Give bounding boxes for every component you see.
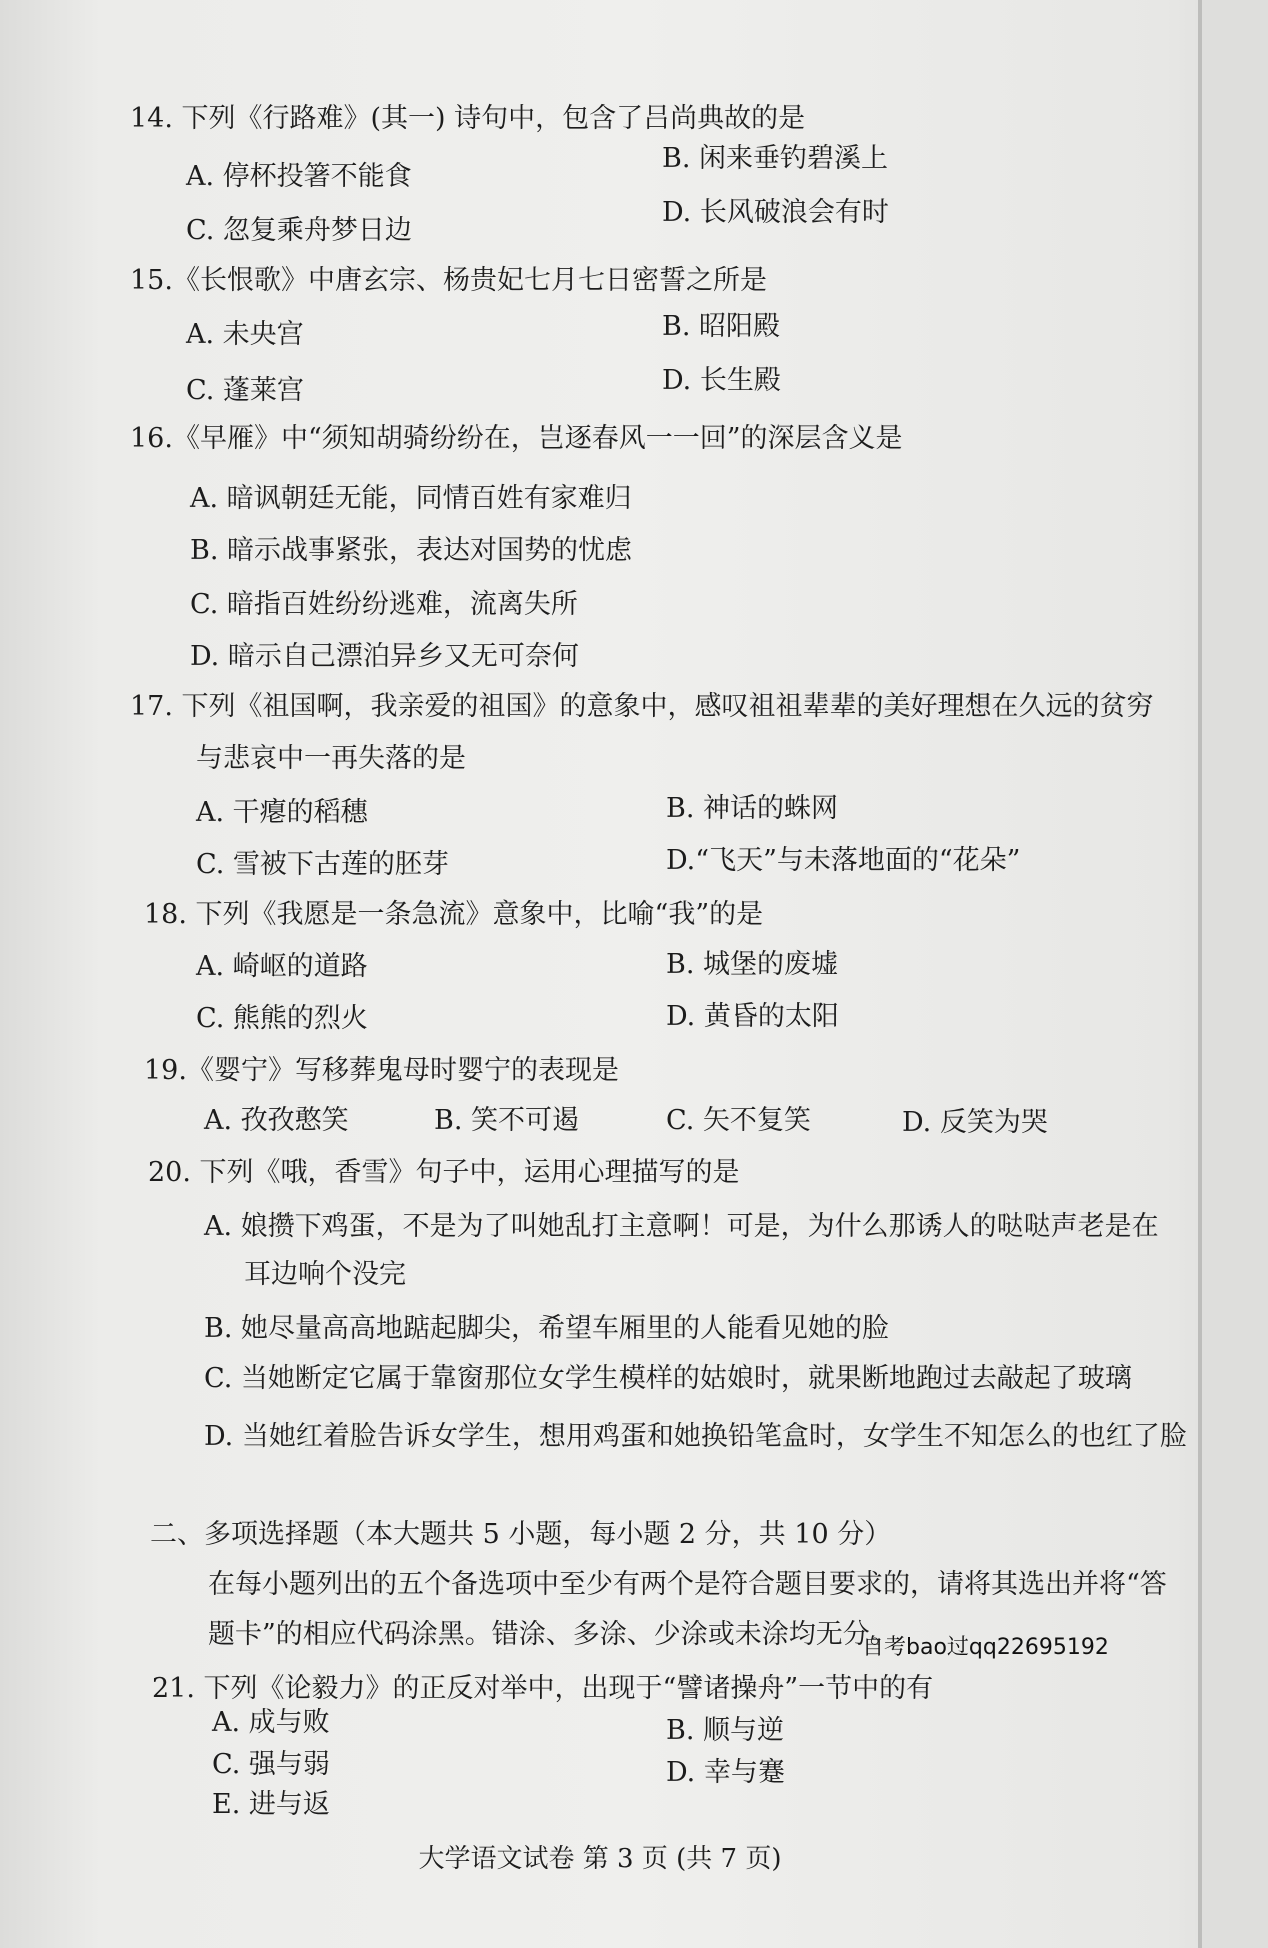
q19-option-c: C. 矢不复笑: [666, 1105, 811, 1136]
q17-option-b: B. 神话的蛛网: [666, 793, 839, 824]
question-14-stem: 14. 下列《行路难》(其一) 诗句中，包含了吕尚典故的是: [130, 103, 806, 134]
q21-option-d: D. 幸与蹇: [666, 1757, 785, 1788]
q18-option-d: D. 黄昏的太阳: [666, 1001, 839, 1032]
watermark-text: 自考bao过qq22695192: [862, 1635, 1109, 1660]
adjacent-page-edge: [1202, 0, 1268, 1948]
q19-option-a: A. 孜孜憨笑: [204, 1105, 349, 1136]
q17-option-c: C. 雪被下古莲的胚芽: [196, 849, 449, 880]
section-2-heading: 二、多项选择题（本大题共 5 小题，每小题 2 分，共 10 分）: [150, 1519, 892, 1550]
q14-option-d: D. 长风破浪会有时: [662, 197, 889, 228]
q15-option-c: C. 蓬莱宫: [186, 375, 304, 406]
q20-option-d: D. 当她红着脸告诉女学生，想用鸡蛋和她换铅笔盒时，女学生不知怎么的也红了脸: [204, 1421, 1187, 1452]
question-17-stem-cont: 与悲哀中一再失落的是: [196, 743, 466, 774]
q21-option-b: B. 顺与逆: [666, 1715, 785, 1746]
question-17-stem: 17. 下列《祖国啊，我亲爱的祖国》的意象中，感叹祖祖辈辈的美好理想在久远的贫穷: [130, 691, 1154, 722]
question-21-stem: 21. 下列《论毅力》的正反对举中，出现于“譬诸操舟”一节中的有: [152, 1673, 934, 1704]
q19-option-d: D. 反笑为哭: [902, 1107, 1048, 1138]
q20-option-a-cont: 耳边响个没完: [244, 1259, 406, 1290]
q18-option-b: B. 城堡的废墟: [666, 949, 839, 980]
q20-option-a: A. 娘攒下鸡蛋，不是为了叫她乱打主意啊！可是，为什么那诱人的哒哒声老是在: [204, 1211, 1159, 1242]
q17-option-d: D.“飞天”与未落地面的“花朵”: [666, 845, 1021, 876]
question-16-stem: 16.《早雁》中“须知胡骑纷纷在，岂逐春风一一回”的深层含义是: [130, 423, 903, 454]
q16-option-b: B. 暗示战事紧张，表达对国势的忧虑: [190, 535, 633, 566]
q14-option-a: A. 停杯投箸不能食: [186, 161, 412, 192]
q15-option-b: B. 昭阳殿: [662, 311, 781, 342]
q15-option-a: A. 未央宫: [186, 319, 304, 350]
q14-option-c: C. 忽复乘舟梦日边: [186, 215, 412, 246]
section-2-instruction-cont: 题卡”的相应代码涂黑。错涂、多涂、少涂或未涂均无分。: [208, 1619, 897, 1650]
q16-option-a: A. 暗讽朝廷无能，同情百姓有家难归: [190, 483, 632, 514]
q21-option-e: E. 进与返: [212, 1789, 330, 1820]
question-15-stem: 15.《长恨歌》中唐玄宗、杨贵妃七月七日密誓之所是: [130, 265, 767, 296]
q21-option-c: C. 强与弱: [212, 1749, 330, 1780]
q15-option-d: D. 长生殿: [662, 365, 781, 396]
q21-option-a: A. 成与败: [212, 1707, 330, 1738]
q16-option-c: C. 暗指百姓纷纷逃难，流离失所: [190, 589, 578, 620]
q18-option-c: C. 熊熊的烈火: [196, 1003, 368, 1034]
question-18-stem: 18. 下列《我愿是一条急流》意象中，比喻“我”的是: [144, 899, 764, 930]
q14-option-b: B. 闲来垂钓碧溪上: [662, 143, 889, 174]
question-19-stem: 19.《婴宁》写移葬鬼母时婴宁的表现是: [144, 1055, 619, 1086]
q19-option-b: B. 笑不可遏: [434, 1105, 580, 1136]
q16-option-d: D. 暗示自己漂泊异乡又无可奈何: [190, 641, 579, 672]
section-2-instruction: 在每小题列出的五个备选项中至少有两个是符合题目要求的，请将其选出并将“答: [208, 1569, 1167, 1600]
page-footer: 大学语文试卷 第 3 页 (共 7 页): [418, 1844, 782, 1874]
q17-option-a: A. 干瘪的稻穗: [196, 797, 368, 828]
q20-option-b: B. 她尽量高高地踮起脚尖，希望车厢里的人能看见她的脸: [204, 1313, 890, 1344]
page-fold: [1198, 0, 1202, 1948]
q20-option-c: C. 当她断定它属于靠窗那位女学生模样的姑娘时，就果断地跑过去敲起了玻璃: [204, 1363, 1132, 1394]
q18-option-a: A. 崎岖的道路: [196, 951, 368, 982]
question-20-stem: 20. 下列《哦，香雪》句子中，运用心理描写的是: [148, 1157, 740, 1188]
